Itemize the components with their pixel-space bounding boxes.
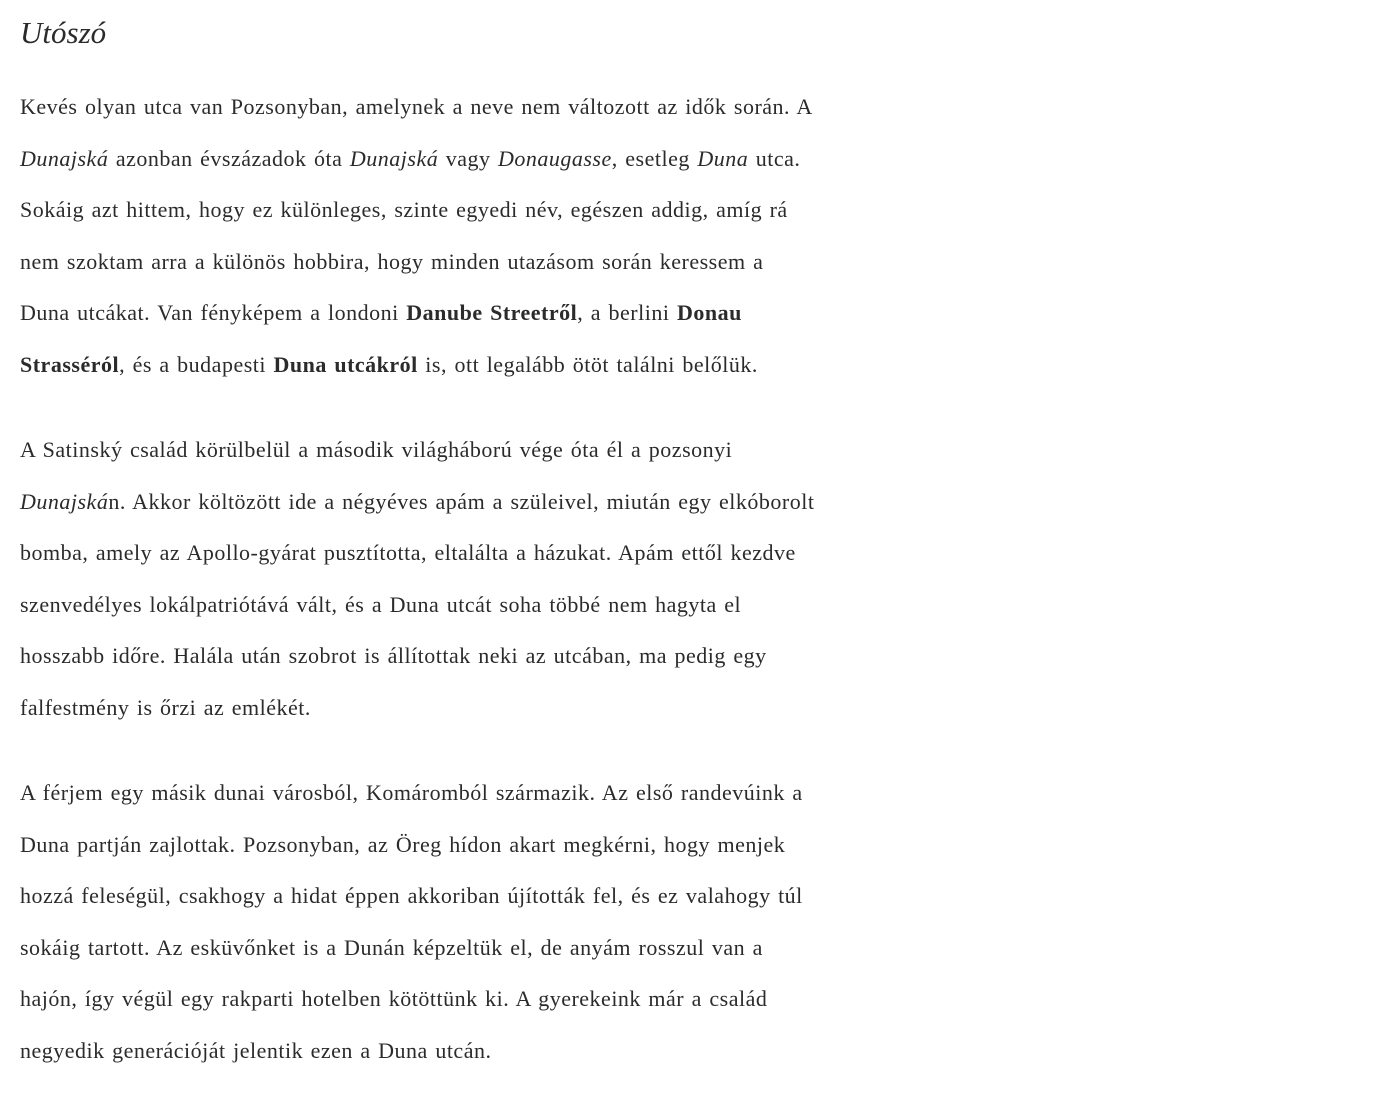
paragraph-line [20, 424, 1380, 476]
bold-text: Duna utcákról [273, 351, 418, 377]
section-heading: Utószó [20, 15, 107, 50]
text-run: bomba, amely az Apollo-gyárat pusztította, eltalálta a házukat. Apám ettől kezdve [20, 540, 796, 565]
paragraph-line [20, 133, 1380, 185]
text-run: azonban évszázadok óta [108, 145, 350, 171]
text-run: is, ott legalább ötöt találni belőlük. [417, 351, 758, 377]
italic-text: Duna [697, 145, 749, 171]
text-run: A Satinský család körülbelül a második világháború vége óta él a pozsonyi [20, 437, 733, 462]
text-run: hozzá feleségül, csakhogy a hidat éppen akkoriban újították fel, és ez valahogy túl [20, 883, 803, 908]
paragraph-line [20, 922, 1380, 974]
text-run: Duna utcákat. Van fényképem a londoni [20, 300, 407, 325]
text-run: hajón, így végül egy rakparti hotelben kötöttünk ki. A gyerekeink már a család [20, 986, 768, 1011]
paragraph-line [20, 287, 1380, 339]
text-run: Duna partján zajlottak. Pozsonyban, az Öreg hídon akart megkérni, hogy menjek [20, 831, 786, 857]
paragraph-line [20, 973, 1380, 1025]
paragraph-line [20, 870, 1380, 922]
text-run: falfestmény is őrzi az emlékét. [20, 694, 311, 720]
text-run: szenvedélyes lokálpatriótává vált, és a Duna utcát soha többé nem hagyta el [20, 591, 742, 617]
paragraph-line [20, 527, 1380, 579]
paragraph-line [20, 682, 1380, 734]
paragraph-line [20, 236, 1380, 288]
italic-text: Donaugasse [497, 145, 612, 171]
paragraph-1 [20, 81, 1380, 390]
text-run: vagy [438, 145, 498, 171]
bold-text: Donau [676, 300, 742, 325]
text-run: , esetleg [611, 145, 698, 171]
paragraph-2 [20, 424, 1380, 733]
text-run: A férjem egy másik dunai városból, Komáromból származik. Az első randevúink a [20, 780, 803, 805]
paragraph-line [20, 630, 1380, 682]
text-run: n. Akkor költözött ide a négyéves apám a szüleivel, miután egy elkóborolt [108, 488, 815, 514]
text-run: negyedik generációját jelentik ezen a Duna utcán. [20, 1037, 492, 1063]
paragraph-line [20, 767, 1380, 819]
paragraph-3 [20, 767, 1380, 1076]
paragraph-line [20, 184, 1380, 236]
text-run: nem szoktam arra a különös hobbira, hogy minden utazásom során keressem a [20, 248, 764, 274]
document-page [20, 0, 1380, 1076]
text-run: Sokáig azt hittem, hogy ez különleges, szinte egyedi név, egészen addig, amíg rá [20, 197, 788, 222]
text-run: , a berlini [577, 300, 677, 325]
paragraph-line [20, 476, 1380, 528]
text-run: , és a budapesti [119, 351, 274, 377]
text-run: sokáig tartott. Az esküvőnket is a Dunán képzeltük el, de anyám rosszul van a [20, 934, 763, 960]
paragraph-line [20, 339, 1380, 391]
bold-text: Danube Streetről [406, 300, 578, 325]
text-run: Kevés olyan utca van Pozsonyban, amelynek a neve nem változott az idők során. A [20, 94, 813, 119]
paragraph-line [20, 579, 1380, 631]
paragraph-line [20, 1025, 1380, 1077]
text-run: utca. [748, 145, 801, 171]
paragraph-line [20, 81, 1380, 133]
text-run: hosszabb időre. Halála után szobrot is állítottak neki az utcában, ma pedig egy [20, 643, 767, 668]
italic-text: Dunajská [20, 145, 109, 171]
paragraph-line [20, 819, 1380, 871]
bold-text: Strasséról [20, 351, 120, 377]
italic-text: Dunajská [20, 488, 109, 514]
italic-text: Dunajská [349, 145, 439, 171]
